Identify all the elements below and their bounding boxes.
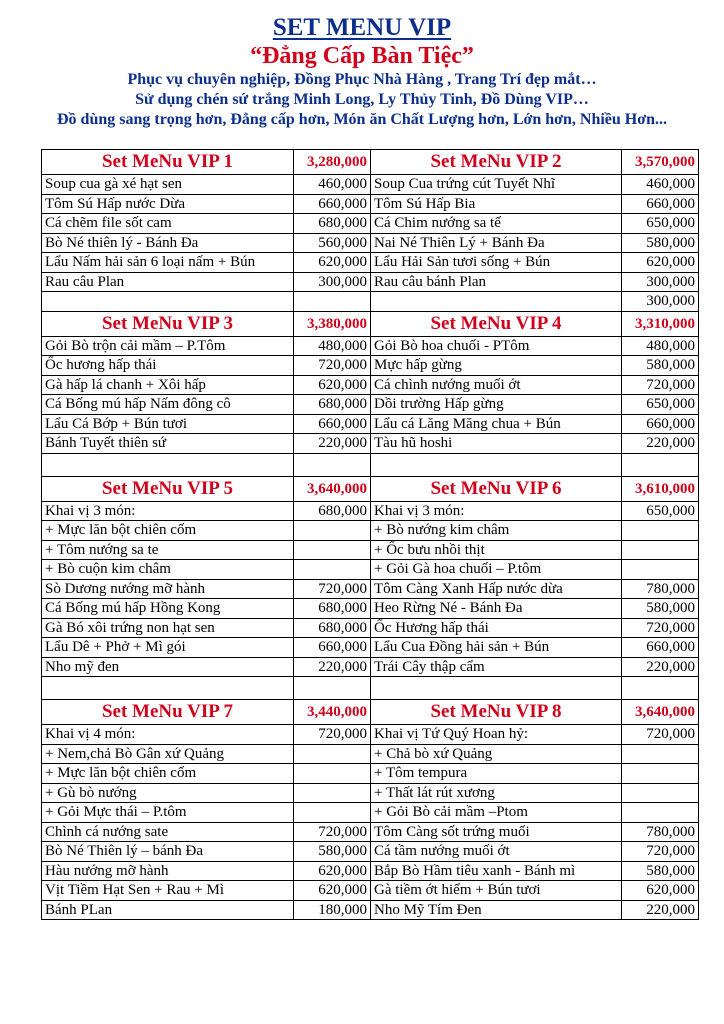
table-row	[42, 618, 699, 638]
table-row	[42, 744, 699, 764]
dish-name: Lẩu cá Lăng Măng chua + Bún	[371, 414, 622, 434]
table-row	[42, 842, 699, 862]
dish-name: Gỏi Bò hoa chuối - PTôm	[371, 336, 622, 356]
dish-name: Gà hấp lá chanh + Xôi hấp	[42, 375, 294, 395]
dish-name: + Gỏi Gà hoa chuối – P.tôm	[371, 560, 622, 580]
table-row	[42, 783, 699, 803]
table-row	[42, 194, 699, 214]
dish-name: Chình cá nướng sate	[42, 822, 294, 842]
page-subtitle: “Đẳng Cấp Bàn Tiệc”	[250, 43, 474, 69]
set-price: 3,440,000	[294, 700, 371, 725]
dish-price: 660,000	[622, 638, 699, 658]
set-header-row	[42, 700, 699, 725]
table-row	[42, 395, 699, 415]
dish-name: Ốc Hương hấp thái	[371, 618, 622, 638]
dish-price: 580,000	[622, 233, 699, 253]
dish-price	[294, 783, 371, 803]
dish-name: Nho mỹ đen	[42, 657, 294, 677]
table-row	[42, 453, 699, 476]
dish-price: 300,000	[622, 272, 699, 292]
set-price: 3,310,000	[622, 311, 699, 336]
dish-price: 720,000	[294, 725, 371, 745]
dish-price: 580,000	[622, 861, 699, 881]
set-price: 3,640,000	[294, 476, 371, 501]
dish-price: 720,000	[622, 725, 699, 745]
dish-price: 300,000	[294, 272, 371, 292]
dish-price: 720,000	[622, 842, 699, 862]
dish-name: + Bò cuộn kim châm	[42, 560, 294, 580]
set-name: Set MeNu VIP 3	[42, 311, 294, 336]
table-row	[42, 900, 699, 920]
table-row	[42, 272, 699, 292]
dish-name: + Nem,chả Bò Gân xứ Quảng	[42, 744, 294, 764]
table-row	[42, 292, 699, 312]
set-price: 3,380,000	[294, 311, 371, 336]
dish-name: Tôm Sú Hấp Bia	[371, 194, 622, 214]
dish-name	[42, 292, 294, 312]
dish-price: 620,000	[622, 881, 699, 901]
table-row	[42, 414, 699, 434]
table-row	[42, 764, 699, 784]
table-row	[42, 356, 699, 376]
dish-price: 680,000	[294, 214, 371, 234]
dish-name: Tàu hũ hoshi	[371, 434, 622, 454]
description-line-1: Phục vụ chuyên nghiệp, Đồng Phục Nhà Hàng , Trang Trí đẹp mắt…	[127, 71, 597, 88]
table-row	[42, 599, 699, 619]
dish-name: + Gỏi Bò cải mầm –Ptom	[371, 803, 622, 823]
dish-price: 300,000	[622, 292, 699, 312]
dish-price: 720,000	[294, 356, 371, 376]
dish-price: 660,000	[294, 414, 371, 434]
dish-name: + Tôm nướng sa te	[42, 540, 294, 560]
dish-name: Rau câu bánh Plan	[371, 272, 622, 292]
dish-name	[371, 453, 622, 476]
dish-name: Khai vị 4 món:	[42, 725, 294, 745]
dish-price	[622, 521, 699, 541]
dish-name: Bò Né thiên lý - Bánh Đa	[42, 233, 294, 253]
dish-price: 680,000	[294, 618, 371, 638]
dish-price: 660,000	[622, 194, 699, 214]
dish-name: Cá Bống mú hấp Nấm đông cô	[42, 395, 294, 415]
dish-name: Tôm Càng Xanh Hấp nước dừa	[371, 579, 622, 599]
set-header-row	[42, 311, 699, 336]
dish-price	[622, 453, 699, 476]
dish-name: Bò Né Thiên lý – bánh Đa	[42, 842, 294, 862]
set-name: Set MeNu VIP 6	[371, 476, 622, 501]
dish-price	[294, 453, 371, 476]
set-price: 3,610,000	[622, 476, 699, 501]
dish-price	[294, 521, 371, 541]
table-row	[42, 638, 699, 658]
dish-name: Nai Né Thiên Lý + Bánh Đa	[371, 233, 622, 253]
dish-price: 780,000	[622, 822, 699, 842]
dish-name: Cá chẽm file sốt cam	[42, 214, 294, 234]
table-row	[42, 336, 699, 356]
dish-name	[371, 677, 622, 700]
dish-name: Soup cua gà xé hạt sen	[42, 175, 294, 195]
dish-price	[294, 677, 371, 700]
dish-price	[294, 803, 371, 823]
dish-price	[622, 783, 699, 803]
dish-name: Cá chình nướng muối ớt	[371, 375, 622, 395]
dish-name: Khai vị 3 món:	[42, 501, 294, 521]
dish-name	[371, 292, 622, 312]
dish-price	[294, 764, 371, 784]
dish-name: Cá Bống mú hấp Hồng Kong	[42, 599, 294, 619]
dish-price: 620,000	[622, 253, 699, 273]
table-row	[42, 540, 699, 560]
dish-name: Bắp Bò Hầm tiêu xanh - Bánh mì	[371, 861, 622, 881]
dish-price: 480,000	[294, 336, 371, 356]
dish-price: 680,000	[294, 395, 371, 415]
dish-name: Tôm Càng sốt trứng muối	[371, 822, 622, 842]
set-menu-table	[41, 149, 699, 920]
dish-price: 720,000	[622, 618, 699, 638]
dish-price: 650,000	[622, 214, 699, 234]
dish-price	[622, 764, 699, 784]
set-header-row	[42, 476, 699, 501]
table-row	[42, 214, 699, 234]
dish-name: Soup Cua trứng cút Tuyết Nhĩ	[371, 175, 622, 195]
table-row	[42, 861, 699, 881]
dish-name: Gỏi Bò trộn cải mầm – P.Tôm	[42, 336, 294, 356]
dish-price	[622, 677, 699, 700]
dish-price	[294, 540, 371, 560]
set-price: 3,640,000	[622, 700, 699, 725]
table-row	[42, 521, 699, 541]
dish-name: Hàu nướng mỡ hành	[42, 861, 294, 881]
dish-name: Ốc hương hấp thái	[42, 356, 294, 376]
dish-name: Dồi trường Hấp gừng	[371, 395, 622, 415]
dish-price: 680,000	[294, 599, 371, 619]
dish-price: 220,000	[622, 434, 699, 454]
dish-name: + Bò nướng kim châm	[371, 521, 622, 541]
dish-price: 220,000	[294, 434, 371, 454]
dish-name: Lẩu Nấm hải sản 6 loại nấm + Bún	[42, 253, 294, 273]
dish-name: Bánh PLan	[42, 900, 294, 920]
table-row	[42, 434, 699, 454]
dish-price: 620,000	[294, 375, 371, 395]
table-row	[42, 501, 699, 521]
dish-price: 480,000	[622, 336, 699, 356]
dish-name: Vịt Tiềm Hạt Sen + Rau + Mì	[42, 881, 294, 901]
table-row	[42, 175, 699, 195]
table-row	[42, 253, 699, 273]
table-row	[42, 657, 699, 677]
dish-price: 680,000	[294, 501, 371, 521]
dish-name: + Gù bò nướng	[42, 783, 294, 803]
dish-name	[42, 677, 294, 700]
table-row	[42, 677, 699, 700]
dish-name: Heo Rừng Né - Bánh Đa	[371, 599, 622, 619]
dish-name	[42, 453, 294, 476]
table-row	[42, 375, 699, 395]
set-name: Set MeNu VIP 8	[371, 700, 622, 725]
dish-price: 660,000	[622, 414, 699, 434]
dish-name: + Mực lăn bột chiên cốm	[42, 521, 294, 541]
table-row	[42, 233, 699, 253]
dish-price: 780,000	[622, 579, 699, 599]
set-header-row	[42, 150, 699, 175]
table-row	[42, 560, 699, 580]
dish-name: Rau câu Plan	[42, 272, 294, 292]
description-line-2: Sử dụng chén sứ trắng Minh Long, Ly Thủy Tinh, Đồ Dùng VIP…	[135, 91, 589, 108]
dish-price: 580,000	[622, 356, 699, 376]
dish-price: 220,000	[294, 657, 371, 677]
dish-price: 220,000	[622, 900, 699, 920]
dish-price: 620,000	[294, 861, 371, 881]
dish-name: + Ốc bưu nhồi thịt	[371, 540, 622, 560]
dish-price: 460,000	[294, 175, 371, 195]
dish-name: Cá tầm nướng muối ớt	[371, 842, 622, 862]
dish-price: 660,000	[294, 194, 371, 214]
dish-price	[622, 803, 699, 823]
dish-price: 650,000	[622, 501, 699, 521]
table-row	[42, 579, 699, 599]
page-title: SET MENU VIP	[272, 14, 452, 41]
dish-price	[622, 744, 699, 764]
table-row	[42, 803, 699, 823]
dish-price: 180,000	[294, 900, 371, 920]
dish-price: 560,000	[294, 233, 371, 253]
dish-name: Cá Chim nướng sa tế	[371, 214, 622, 234]
dish-name: + Chả bò xứ Quảng	[371, 744, 622, 764]
dish-name: Lẩu Cá Bớp + Bún tươi	[42, 414, 294, 434]
dish-price: 580,000	[622, 599, 699, 619]
table-row	[42, 822, 699, 842]
table-row	[42, 881, 699, 901]
dish-name: Lẩu Hải Sản tươi sống + Bún	[371, 253, 622, 273]
dish-price	[294, 744, 371, 764]
dish-name: Tôm Sú Hấp nước Dừa	[42, 194, 294, 214]
dish-price: 460,000	[622, 175, 699, 195]
dish-name: Bánh Tuyết thiên sứ	[42, 434, 294, 454]
dish-name: + Tôm tempura	[371, 764, 622, 784]
dish-price: 650,000	[622, 395, 699, 415]
dish-name: Gà Bó xôi trứng non hạt sen	[42, 618, 294, 638]
dish-name: Lẩu Dê + Phở + Mì gói	[42, 638, 294, 658]
dish-price: 720,000	[294, 822, 371, 842]
description-line-3: Đồ dùng sang trọng hơn, Đẳng cấp hơn, Món ăn Chất Lượng hơn, Lớn hơn, Nhiều Hơn...	[56, 111, 668, 128]
dish-price	[294, 292, 371, 312]
set-name: Set MeNu VIP 7	[42, 700, 294, 725]
dish-name: Trái Cây thập cẩm	[371, 657, 622, 677]
dish-name: + Gỏi Mực thái – P.tôm	[42, 803, 294, 823]
set-name: Set MeNu VIP 5	[42, 476, 294, 501]
dish-name: Khai vị 3 món:	[371, 501, 622, 521]
dish-price: 660,000	[294, 638, 371, 658]
set-name: Set MeNu VIP 4	[371, 311, 622, 336]
dish-name: Nho Mỹ Tím Đen	[371, 900, 622, 920]
dish-name: Lẩu Cua Đồng hải sản + Bún	[371, 638, 622, 658]
dish-name: Khai vị Tứ Quý Hoan hỷ:	[371, 725, 622, 745]
dish-name: Sò Dương nướng mỡ hành	[42, 579, 294, 599]
table-row	[42, 725, 699, 745]
dish-price	[622, 540, 699, 560]
set-price: 3,280,000	[294, 150, 371, 175]
dish-price: 220,000	[622, 657, 699, 677]
document-header	[0, 14, 724, 130]
set-name: Set MeNu VIP 2	[371, 150, 622, 175]
dish-price: 620,000	[294, 881, 371, 901]
set-name: Set MeNu VIP 1	[42, 150, 294, 175]
dish-price	[622, 560, 699, 580]
dish-price	[294, 560, 371, 580]
set-price: 3,570,000	[622, 150, 699, 175]
dish-price: 620,000	[294, 253, 371, 273]
dish-name: Gà tiềm ớt hiểm + Bún tươi	[371, 881, 622, 901]
dish-price: 580,000	[294, 842, 371, 862]
dish-name: + Thất lát rút xương	[371, 783, 622, 803]
dish-name: Mực hấp gừng	[371, 356, 622, 376]
dish-name: + Mực lăn bột chiên cốm	[42, 764, 294, 784]
dish-price: 720,000	[294, 579, 371, 599]
dish-price: 720,000	[622, 375, 699, 395]
